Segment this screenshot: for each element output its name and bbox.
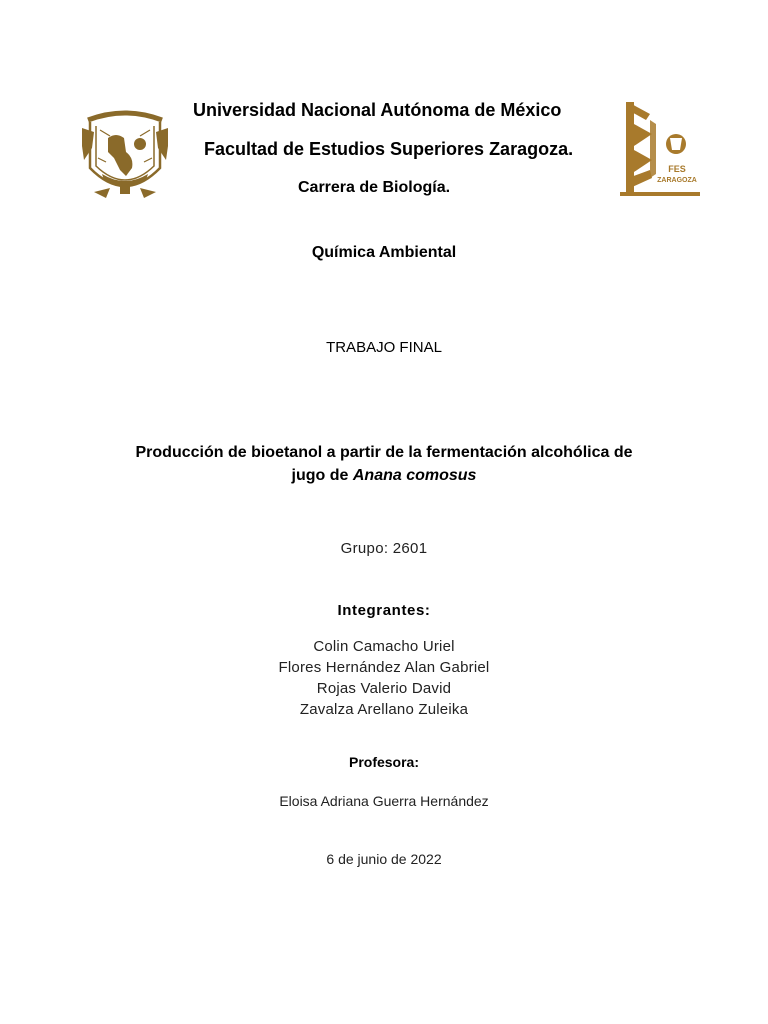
member-name: Zavalza Arellano Zuleika (299, 701, 469, 718)
fes-zaragoza-logo-icon (618, 100, 702, 198)
title-line-2-prefix: jugo de (291, 467, 353, 484)
document-title (0, 441, 768, 487)
career-heading: Carrera de Biología. (298, 179, 451, 196)
unam-seal-icon (80, 108, 170, 200)
members-heading: Integrantes: (337, 602, 431, 619)
species-name: Anana comosus (352, 467, 477, 484)
logo-text-fes: FES (668, 164, 686, 174)
logo-text-zaragoza: ZARAGOZA (657, 177, 697, 184)
title-line-2 (0, 464, 768, 487)
subject-heading: Química Ambiental (311, 244, 457, 261)
member-name: Rojas Valerio David (316, 680, 452, 697)
university-heading: Universidad Nacional Autónoma de México (193, 100, 562, 120)
member-name: Colin Camacho Uriel (313, 638, 455, 655)
professor-name: Eloisa Adriana Guerra Hernández (279, 793, 489, 809)
group-label: Grupo: 2601 (340, 540, 428, 557)
work-type-label: TRABAJO FINAL (326, 339, 442, 356)
title-line-1: Producción de bioetanol a partir de la fermentación alcohólica de (135, 444, 633, 461)
document-date: 6 de junio de 2022 (326, 851, 442, 867)
members-list (0, 636, 768, 720)
faculty-heading: Facultad de Estudios Superiores Zaragoza. (204, 139, 574, 159)
member-name: Flores Hernández Alan Gabriel (278, 659, 490, 676)
professor-heading: Profesora: (348, 754, 420, 770)
